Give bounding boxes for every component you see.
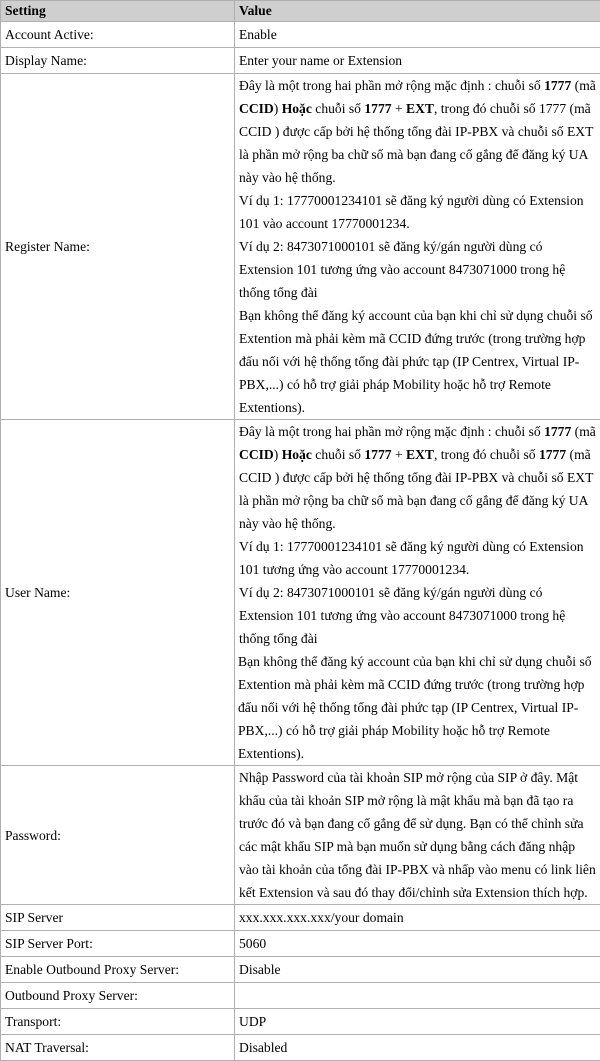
register-name-example-1: Ví dụ 1: 17770001234101 sẽ đăng ký người dùng có Extension 101 vào account 17770001234. — [239, 189, 596, 235]
register-name-note: Bạn không thể đăng ký account của bạn khi chỉ sử dụng chuỗi số Extention mà phải kèm mã CCID đứng trước (trong trường hợp đấu nối với hệ thống tổng đài phức tạp (IP Centrex, Virtual IP-PBX,...) có hỗ trợ giải pháp Mobility hoặc hỗ trợ Remote Extentions). — [239, 304, 596, 419]
setting-label: Display Name: — [1, 48, 235, 74]
setting-value: xxx.xxx.xxx.xxx/your domain — [235, 905, 600, 931]
setting-label: Password: — [1, 766, 235, 905]
table-row — [1, 957, 600, 983]
setting-label: NAT Traversal: — [1, 1035, 235, 1061]
table-row — [1, 1009, 600, 1035]
table-row — [1, 420, 600, 766]
table-row — [1, 983, 600, 1009]
setting-label: SIP Server Port: — [1, 931, 235, 957]
register-name-example-2: Ví dụ 2: 8473071000101 sẽ đăng ký/gán người dùng có Extension 101 tương ứng vào account 8473071000 trong hệ thống tổng đài — [239, 235, 596, 304]
table-row — [1, 22, 600, 48]
header-setting: Setting — [1, 1, 235, 22]
setting-value — [235, 983, 600, 1009]
table-row — [1, 74, 600, 420]
table-row — [1, 905, 600, 931]
register-name-description: Đây là một trong hai phần mở rộng mặc định : chuỗi số 1777 (mã CCID) Hoặc chuỗi số 1777 + EXT, trong đó chuỗi số 1777 (mã CCID ) được cấp bởi hệ thống tổng đài IP-PBX và chuỗi số EXT là phần mở rộng ba chữ số mà bạn đang cố gắng để đăng ký UA này vào hệ thống. — [239, 74, 596, 189]
setting-label: SIP Server — [1, 905, 235, 931]
user-name-note: Bạn không thể đăng ký account của bạn khi chỉ sử dụng chuỗi số Extention mà phải kèm mã CCID đứng trước (trong trường hợp đấu nối với hệ thống tổng đài phức tạp (IP Centrex, Virtual IP-PBX,...) có hỗ trợ giải pháp Mobility hoặc hỗ trợ Remote Extentions). — [238, 650, 596, 765]
table-row — [1, 1035, 600, 1061]
setting-label: Register Name: — [1, 74, 235, 420]
setting-label: Outbound Proxy Server: — [1, 983, 235, 1009]
table-row — [1, 48, 600, 74]
setting-label: Transport: — [1, 1009, 235, 1035]
setting-value: Nhập Password của tài khoản SIP mở rộng của SIP ở đây. Mật khẩu của tài khoản SIP mở rộng là mật khẩu mà bạn đã tạo ra trước đó và bạn đang cố gắng để sử dụng. Bạn có thể chỉnh sửa các mật khẩu SIP mà bạn muốn sử dụng bằng cách đăng nhập vào tài khoản của tổng đài IP-PBX và nhấp vào menu có link liên kết Extension và sau đó thay đổi/chỉnh sửa Extension thích hợp. — [235, 766, 600, 905]
setting-value: Disabled — [235, 1035, 600, 1061]
table-row — [1, 931, 600, 957]
setting-value — [235, 420, 600, 766]
setting-value: Enter your name or Extension — [235, 48, 600, 74]
header-row — [1, 1, 600, 22]
setting-value — [235, 74, 600, 420]
table-row — [1, 766, 600, 905]
setting-label: Account Active: — [1, 22, 235, 48]
setting-value: 5060 — [235, 931, 600, 957]
user-name-example-2: Ví dụ 2: 8473071000101 sẽ đăng ký/gán người dùng có Extension 101 tương ứng vào account 8473071000 trong hệ thống tổng đài — [239, 581, 596, 650]
setting-label: Enable Outbound Proxy Server: — [1, 957, 235, 983]
user-name-description: Đây là một trong hai phần mở rộng mặc định : chuỗi số 1777 (mã CCID) Hoặc chuỗi số 1777 + EXT, trong đó chuỗi số 1777 (mã CCID ) được cấp bởi hệ thống tổng đài IP-PBX và chuỗi số EXT là phần mở rộng ba chữ số mà bạn đang cố gắng để đăng ký UA này vào hệ thống. — [239, 420, 596, 535]
setting-value: Disable — [235, 957, 600, 983]
setting-value: UDP — [235, 1009, 600, 1035]
user-name-example-1: Ví dụ 1: 17770001234101 sẽ đăng ký người dùng có Extension 101 tương ứng vào account 17770001234. — [239, 535, 596, 581]
setting-value: Enable — [235, 22, 600, 48]
header-value: Value — [235, 1, 600, 22]
setting-label: User Name: — [1, 420, 235, 766]
